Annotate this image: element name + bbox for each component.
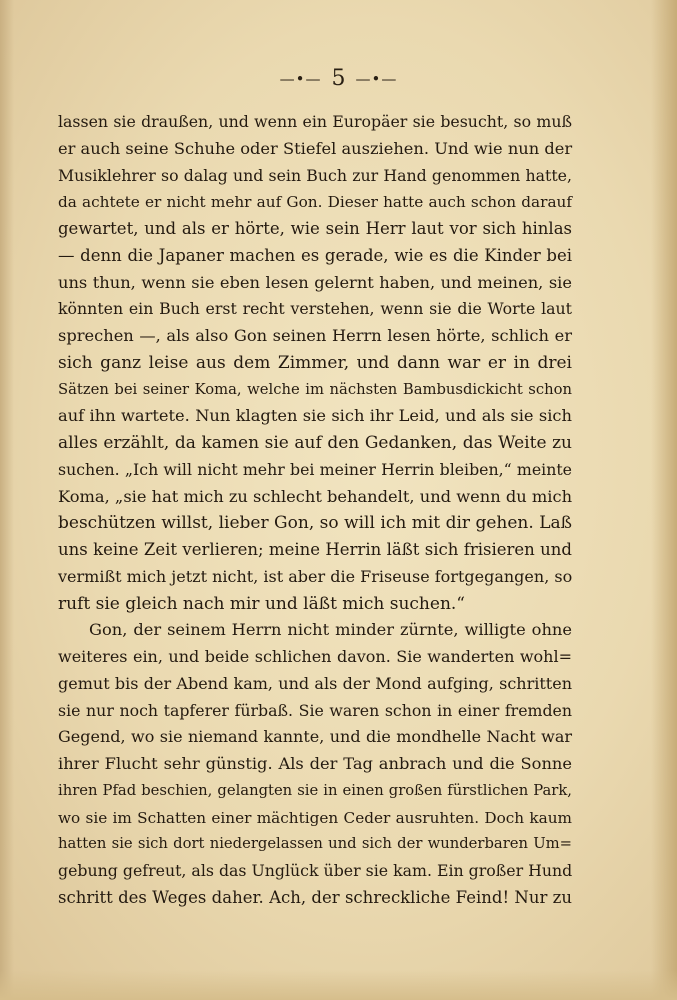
text-line: sie nur noch tapferer fürbaß. Sie waren schon in einer fremden	[58, 700, 572, 720]
text-line: suchen. „Ich will nicht mehr bei meiner Herrin bleiben,“ meinte	[58, 459, 572, 479]
text-line: Sätzen bei seiner Koma, welche im nächsten Bambusdickicht schon	[58, 380, 572, 398]
text-line: vermißt mich jetzt nicht, ist aber die Friseuse fortgegangen, so	[58, 566, 573, 586]
text-line: uns thun, wenn sie eben lesen gelernt haben, und meinen, sie	[58, 272, 572, 292]
text-line: weiteres ein, und beide schlichen davon. Sie wanderten wohl=	[58, 647, 572, 666]
text-line: gebung gefreut, als das Unglück über sie kam. Ein großer Hund	[58, 861, 573, 880]
page-header	[0, 66, 677, 91]
text-line: auf ihn wartete. Nun klagten sie sich ihr Leid, und als sie sich	[58, 406, 572, 426]
text-line: schritt des Weges daher. Ach, der schreckliche Feind! Nur zu	[58, 887, 572, 907]
page-number: 5	[331, 66, 346, 91]
text-line: — denn die Japaner machen es gerade, wie es die Kinder bei	[58, 245, 572, 265]
body-text	[58, 109, 572, 912]
text-line: gemut bis der Abend kam, und als der Mond aufging, schritten	[58, 673, 572, 693]
text-line: ihren Pfad beschien, gelangten sie in einen großen fürstlichen Park,	[58, 781, 572, 799]
text-line: sich ganz leise aus dem Zimmer, und dann war er in drei	[58, 352, 572, 373]
text-line: Koma, „sie hat mich zu schlecht behandelt, und wenn du mich	[58, 486, 573, 506]
text-line: gewartet, und als er hörte, wie sein Herr laut vor sich hinlas	[58, 219, 572, 238]
text-line: könnten ein Buch erst recht verstehen, wenn sie die Worte laut	[58, 299, 572, 319]
text-line: uns keine Zeit verlieren; meine Herrin läßt sich frisieren und	[58, 540, 572, 559]
text-line: da achtete er nicht mehr auf Gon. Dieser hatte auch schon darauf	[58, 193, 572, 212]
text-line: wo sie im Schatten einer mächtigen Ceder ausruhten. Doch kaum	[58, 808, 572, 827]
page-edge-shadow-right	[651, 0, 677, 1000]
page-edge-shadow-bottom	[0, 970, 677, 1000]
text-line: alles erzählt, da kamen sie auf den Gedanken, das Weite zu	[58, 433, 572, 453]
page-edge-shadow-left	[0, 0, 14, 1000]
text-line: er auch seine Schuhe oder Stiefel ausziehen. Und wie nun der	[58, 138, 573, 158]
text-line: ihrer Flucht sehr günstig. Als der Tag anbrach und die Sonne	[58, 754, 572, 773]
text-line: beschützen willst, lieber Gon, so will ich mit dir gehen. Laß	[58, 513, 572, 534]
page-number-ornament-right: —•—	[355, 70, 398, 88]
text-line: sprechen —, als also Gon seinen Herrn lesen hörte, schlich er	[58, 326, 572, 345]
text-line: lassen sie draußen, und wenn ein Europäer sie besucht, so muß	[58, 112, 572, 131]
page-number-ornament-left: —•—	[279, 70, 322, 88]
text-line: hatten sie sich dort niedergelassen und sich der wunderbaren Um=	[58, 835, 572, 853]
paragraph-first-line: Gon, der seinem Herrn nicht minder zürnte, willigte ohne	[89, 620, 572, 640]
text-line: Musiklehrer so dalag und sein Buch zur Hand genommen hatte,	[58, 165, 572, 185]
paragraph-last-line: ruft sie gleich nach mir und läßt mich suchen.“	[58, 593, 465, 614]
text-line: Gegend, wo sie niemand kannte, und die mondhelle Nacht war	[58, 727, 572, 747]
